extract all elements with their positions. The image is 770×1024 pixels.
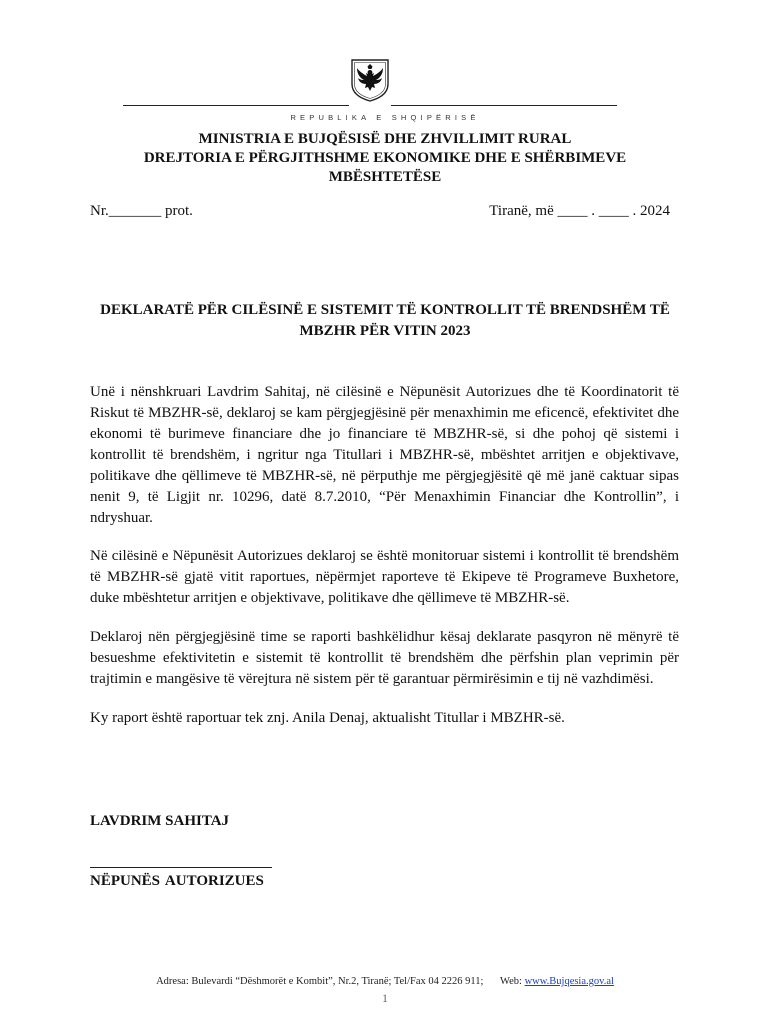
signature-line (90, 867, 272, 868)
signer-name: LAVDRIM SAHITAJ (90, 813, 230, 829)
paragraph-1: Unë i nënshkruari Lavdrim Sahitaj, në cilësinë e Nëpunësit Autorizues dhe të Koordinatorit të Riskut të MBZHR-së, deklaroj se kam përgjegjësinë për menaxhimin me eficencë, efektivitet dhe ekonomi të burimeve financiare dhe jo financiare të MBZHR-së, si dhe pohoj që sistemi i kontrollit të brendshëm, i ngritur nga Titullari i MBZHR-së, mbështet arritjen e objektivave, politikave dhe qëllimeve të MBZHR-së, në përputhje me përgjegjësitë që më janë caktuar sipas nenit 9, të Ligjit nr. 10296, datë 8.7.2010, “Për Menaxhimin Financiar dhe Kontrollin”, i ndryshuar. (90, 384, 679, 526)
protocol-number: Nr._______ prot. (90, 203, 193, 219)
paragraph-4: Ky raport është raportuar tek znj. Anila Denaj, aktualisht Titullar i MBZHR-së. (90, 710, 565, 726)
title-line-1: DEKLARATË PËR CILËSINË E SISTEMIT TË KONTROLLIT TË BRENDSHËM TË (100, 302, 670, 318)
header-rule-left (123, 105, 349, 106)
ministry-line-2: DREJTORIA E PËRGJITHSHME EKONOMIKE DHE E SHËRBIMEVE (143, 150, 627, 166)
page-number: 1 (382, 991, 388, 1005)
footer-web-link[interactable]: www.Bujqesia.gov.al (524, 976, 614, 987)
paragraph-2: Në cilësinë e Nëpunësit Autorizues deklaroj se është monitoruar sistemi i kontrollit të brendshëm të MBZHR-së gjatë vitit raportues, nëpërmjet raporteve të Ekipeve të Programeve Buxhetore, duke mbështetur arritjen e objektivave, politikave dhe qëllimeve të MBZHR-së. (90, 548, 679, 606)
footer-web-label: Web: (500, 976, 522, 987)
republika-label: REPUBLIKA E SHQIPËRISË (290, 113, 480, 122)
ministry-line-1: MINISTRIA E BUJQËSISË DHE ZHVILLIMIT RURAL (198, 131, 572, 147)
paragraph-3: Deklaroj nën përgjegjësinë time se raporti bashkëlidhur kësaj deklarate pasqyron në mënyrë të besueshme efektivitetin e sistemit të kontrollit të brendshëm dhe përfshin plan veprimin për trajtimin e mangësive të vërejtura në sistem për të garantuar përmirësimin e tij në vazhdimësi. (90, 629, 679, 687)
footer-address: Adresa: Bulevardi “Dëshmorët e Kombit”, Nr.2, Tiranë; Tel/Fax 04 2226 911; (156, 976, 484, 987)
ministry-heading (0, 130, 770, 187)
albanian-eagle-emblem-icon (349, 58, 391, 102)
title-line-2: MBZHR PËR VITIN 2023 (299, 323, 471, 339)
header-rule-right (391, 105, 617, 106)
document-date: Tiranë, më ____ . ____ . 2024 (489, 203, 670, 219)
footer (0, 976, 770, 987)
signer-role: NËPUNËS AUTORIZUES (90, 873, 264, 889)
ministry-line-3: MBËSHTETËSE (328, 169, 442, 185)
document-title (60, 300, 710, 342)
